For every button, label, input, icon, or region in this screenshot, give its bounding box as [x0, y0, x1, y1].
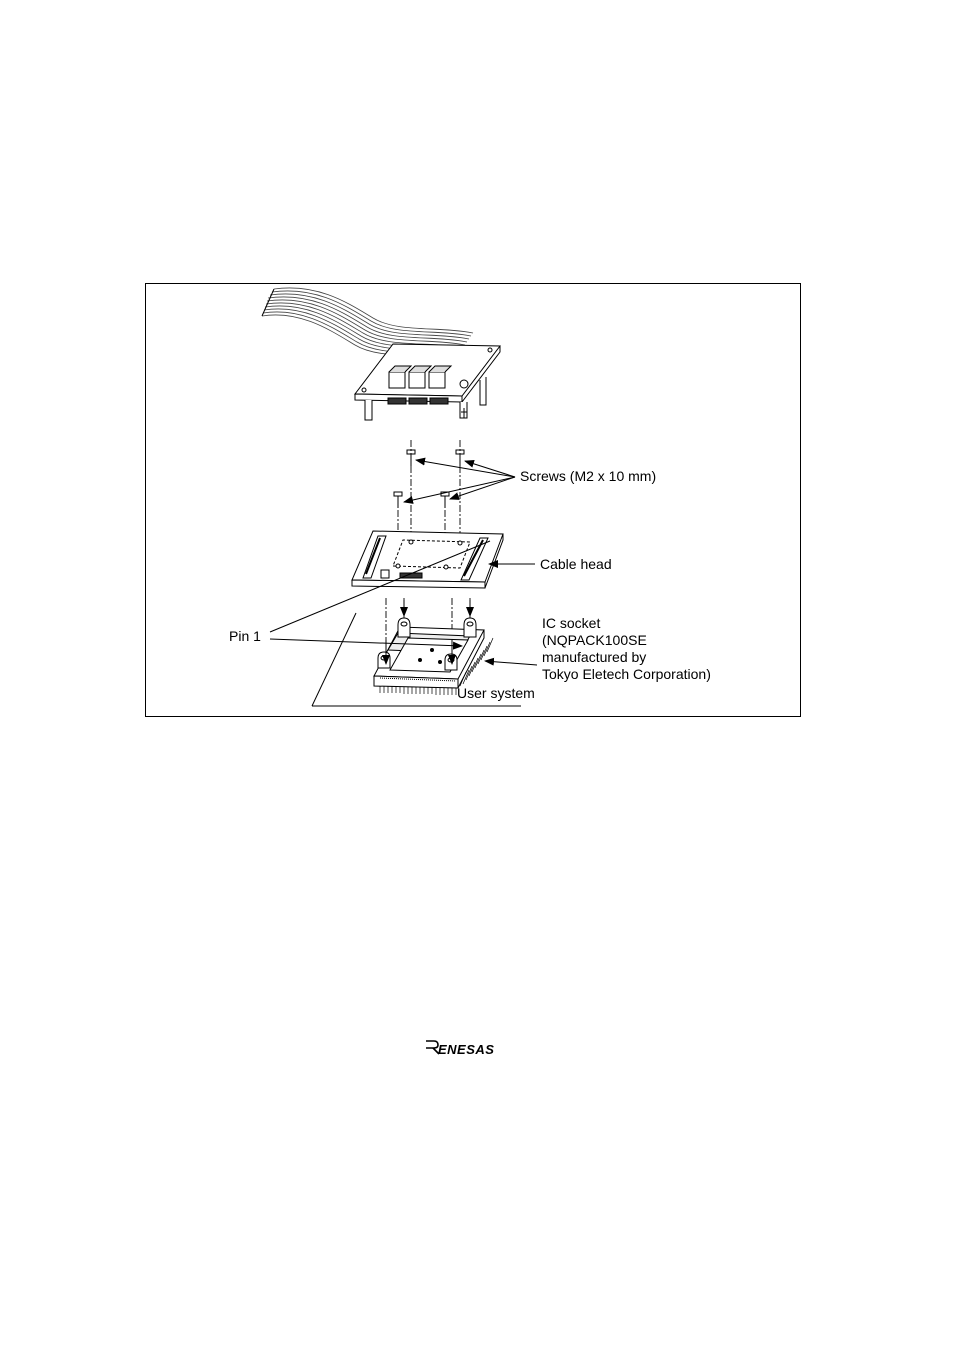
ic-socket-arrow	[485, 661, 537, 665]
emulator-board-with-cable	[262, 288, 500, 420]
pin1-label: Pin 1	[229, 628, 261, 644]
ic-socket-label	[542, 615, 711, 683]
svg-text:ENESAS: ENESAS	[438, 1042, 495, 1057]
cable-head-board	[352, 531, 503, 588]
user-system-label: User system	[457, 685, 535, 701]
screws-group	[394, 450, 464, 508]
ic-socket-label-line: (NQPACK100SE	[542, 632, 647, 648]
ic-socket-label-line: manufactured by	[542, 649, 647, 665]
cable-head-label: Cable head	[540, 556, 612, 572]
screw-icon	[441, 492, 449, 508]
renesas-logo-icon	[424, 1039, 524, 1057]
ic-socket	[374, 618, 493, 695]
screws-callout-arrows	[404, 460, 515, 502]
screw-icon	[394, 492, 402, 508]
screws-label: Screws (M2 x 10 mm)	[520, 468, 657, 484]
ic-socket-label-line: Tokyo Eletech Corporation)	[542, 666, 711, 682]
ic-socket-label-line: IC socket	[542, 615, 601, 631]
